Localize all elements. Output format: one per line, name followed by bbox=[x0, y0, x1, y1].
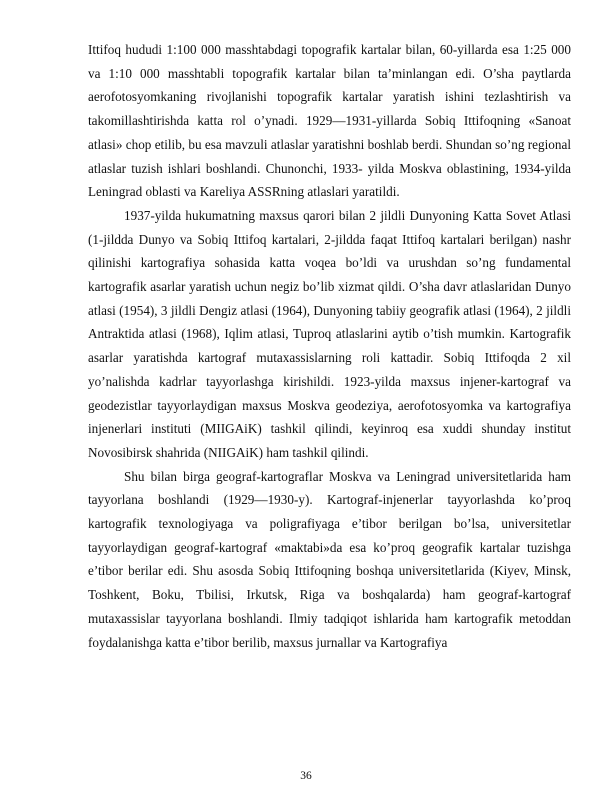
paragraph-1: Ittifoq hududi 1:100 000 masshtabdagi topografik kartalar bilan, 60-yillarda esa 1:25 000 va 1:10 000 masshtabli topografik kartalar bilan ta’minlangan edi. O’sha paytlarda aerofotosyomkaning rivojlanishi topografik kartalar yaratish ishini tezlashtirish va takomillashtirishda katta rol o’ynadi. 1929—1931-yillarda Sobiq Ittifoqning «Sanoat atlasi» chop etilib, bu esa mavzuli atlaslar yaratishni boshlab berdi. Shundan so’ng regional atlaslar tuzish ishlari boshlandi. Chunonchi, 1933- yilda Moskva oblastining, 1934-yilda Leningrad oblasti va Kareliya ASSRning atlaslari yaratildi. bbox=[88, 42, 571, 200]
document-page bbox=[88, 38, 571, 654]
paragraph-2: 1937-yilda hukumatning maxsus qarori bilan 2 jildli Dunyoning Katta Sovet Atlasi (1-jildda Dunyo va Sobiq Ittifoq kartalari, 2-jildda faqat Ittifoq kartalari berilgan) nashr qilinishi kartografiya sohasida katta voqea bo’ldi va urushdan so’ng fundamental kartografik asarlar yaratish uchun negiz bo’lib xizmat qildi. O’sha davr atlaslaridan Dunyo atlasi (1954), 3 jildli Dengiz atlasi (1964), Dunyoning tabiiy geografik atlasi (1964), 2 jildli Antraktida atlasi (1968), Iqlim atlasi, Tuproq atlaslarini aytib o’tish mumkin. Kartografik asarlar yaratishda kartograf mutaxassislarning roli kattadir. Sobiq Ittifoqda 2 xil yo’nalishda kadrlar tayyorlashga kirishildi. 1923-yilda maxsus injener-kartograf va geodezistlar tayyorlaydigan maxsus Moskva geodeziya, aerofotosyomka va kartografiya injenerlari instituti (MIIGAiK) tashkil qilindi, keyinroq esa xuddi shunday institut Novosibirsk shahrida (NIIGAiK) ham tashkil qilindi. bbox=[88, 207, 571, 460]
page-number: 36 bbox=[300, 770, 312, 782]
paragraph-3: Shu bilan birga geograf-kartograflar Moskva va Leningrad universitetlarida ham tayyorlana boshlandi (1929—1930-y). Kartograf-injenerlar tayyorlashda ko’proq kartografik texnologiyaga va poligrafiyaga e’tibor berilgan bo’lsa, universitetlar tayyorlaydigan geograf-kartograf «maktabi»da esa ko’proq geografik kartalar tuzishga e’tibor berilar edi. Shu asosda Sobiq Ittifoqning boshqa universitetlarida (Kiyev, Minsk, Toshkent, Boku, Tbilisi, Irkutsk, Riga va boshqalarda) ham geograf-kartograf mutaxassislar tayyorlana boshlandi. Ilmiy tadqiqot ishlarida ham kartografik metoddan foydalanishga katta e’tibor berilib, maxsus jurnallar va Kartografiya bbox=[88, 468, 571, 650]
